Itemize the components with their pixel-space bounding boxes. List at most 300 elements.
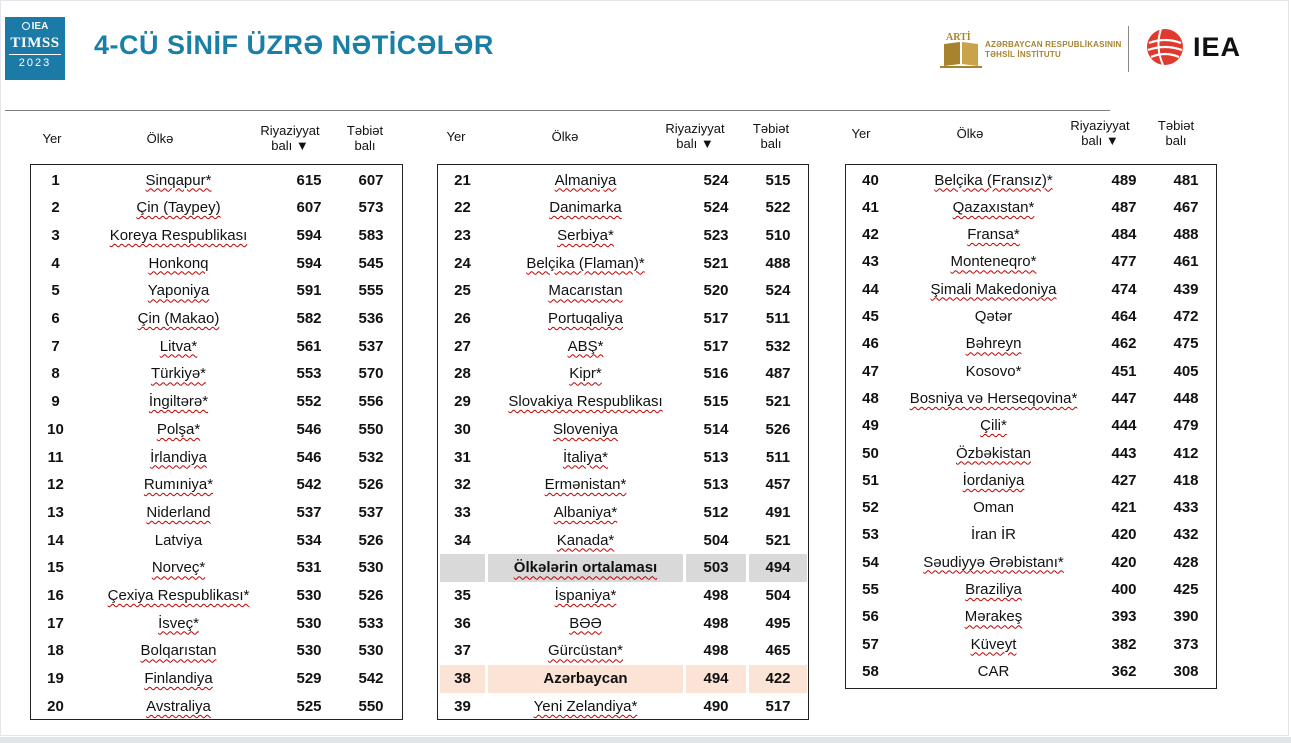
arti-book-icon [938,30,990,70]
country-cell: Küveyt [970,635,1017,653]
table-row [31,499,402,527]
country-cell: BƏƏ [569,614,602,632]
rank-cell: 45 [862,308,879,325]
rank-cell: 12 [47,476,64,494]
country-cell: Gürcüstan* [547,642,624,660]
table-row [31,665,402,693]
math-score-cell: 444 [1111,417,1137,435]
science-score-cell: 530 [358,559,384,577]
rank-cell: 25 [454,282,471,300]
science-score-cell: 511 [765,448,791,466]
country-cell: Koreya Respublikası [109,226,248,244]
science-score-cell: 530 [358,642,384,660]
ranking-table-1 [30,164,403,720]
bottom-strip [0,737,1291,743]
science-score-cell: 494 [749,554,807,582]
country-cell: Ölkələrin ortalaması [488,554,683,582]
math-score-cell: 447 [1111,389,1137,407]
table-row [438,360,808,388]
science-score-cell: 461 [1173,253,1199,271]
math-score-cell: 561 [296,337,322,355]
table-row [31,222,402,250]
country-cell: Çexiya Respublikası* [107,587,250,604]
math-score-cell: 529 [296,670,322,688]
rank-cell: 13 [47,503,64,521]
science-score-cell: 495 [765,614,791,632]
country-cell: Serbiya* [557,226,614,244]
table-row [846,467,1216,494]
rank-cell: 11 [47,448,64,466]
math-score-cell: 525 [296,697,322,715]
country-cell: Braziliya [965,581,1022,598]
rank-cell: 16 [47,587,64,604]
science-score-cell: 522 [765,199,791,217]
math-score-cell: 530 [296,642,322,660]
table-row [438,250,808,278]
timss-logo [5,17,65,80]
science-score-cell: 556 [358,393,384,411]
math-score-cell: 520 [703,282,729,300]
col-header-country: Ölkə [551,129,579,144]
iea-logo-text: IEA [1193,32,1242,62]
table-row [846,494,1216,521]
rank-cell: 22 [454,199,471,217]
country-cell: Kanada* [556,531,615,549]
country-cell: İordaniya [962,471,1025,489]
country-cell: Niderland [146,503,211,521]
math-score-cell: 514 [703,420,729,438]
country-cell: Honkonq [148,254,209,272]
rank-cell [440,554,485,582]
rank-cell: 48 [862,389,879,407]
math-score-cell: 546 [296,420,322,438]
math-score-cell: 515 [703,393,729,411]
science-score-cell: 488 [765,254,791,272]
rank-cell: 42 [862,226,879,244]
table-row [846,631,1216,658]
country-cell: Kipr* [569,365,602,383]
table-row [846,248,1216,275]
rank-cell: 5 [51,282,60,300]
rank-cell: 36 [454,614,471,632]
science-score-cell: 532 [358,448,384,466]
math-score-cell: 537 [296,503,322,521]
country-cell: Finlandiya [144,670,213,688]
science-score-cell: 555 [358,282,384,300]
math-score-cell: 490 [703,697,729,715]
math-score-cell: 523 [703,226,729,244]
science-score-cell: 550 [358,697,384,715]
highlighted-row [438,665,808,693]
science-score-cell: 475 [1173,335,1199,353]
math-score-cell: 552 [296,393,322,411]
table-row [31,277,402,305]
table-row [438,194,808,222]
math-score-cell: 362 [1111,662,1137,680]
rank-cell: 49 [862,417,879,435]
rank-cell: 14 [47,531,64,549]
math-score-cell: 420 [1111,526,1137,544]
table-row [31,444,402,472]
math-score-cell: 594 [296,254,322,272]
math-score-cell: 531 [296,559,322,577]
science-score-cell: 448 [1173,389,1199,407]
science-score-cell: 488 [1173,226,1199,244]
table-row [438,610,808,638]
math-score-cell: 484 [1111,226,1137,244]
table-row [846,194,1216,221]
math-score-cell: 582 [296,310,322,327]
science-score-cell: 524 [765,282,791,300]
table-row [846,603,1216,630]
country-cell: Albaniya* [553,503,618,521]
math-score-cell: 464 [1111,308,1137,325]
country-cell: Belçika (Flaman)* [526,254,645,272]
table-row [846,521,1216,548]
math-score-cell: 451 [1111,362,1137,380]
table-row [438,167,808,195]
science-score-cell: 537 [358,503,384,521]
science-score-cell: 517 [765,697,791,715]
rank-cell: 17 [47,614,64,632]
science-score-cell: 526 [358,531,384,549]
science-score-cell: 487 [765,365,791,383]
table-row [846,385,1216,412]
country-cell: Özbəkistan [955,444,1032,462]
science-score-cell: 390 [1173,608,1199,626]
science-score-cell: 428 [1173,553,1199,571]
country-cell: Rumıniya* [143,476,214,494]
math-score-cell: 443 [1111,444,1137,462]
science-score-cell: 467 [1173,198,1199,216]
math-score-cell: 524 [703,171,729,189]
col-header-country: Ölkə [146,131,174,146]
country-cell: Litva* [159,337,198,355]
rank-cell: 18 [47,642,64,660]
country-cell: Türkiyə* [150,365,206,383]
col-header-rank: Yer [851,126,871,141]
math-score-cell: 477 [1111,253,1137,271]
rank-cell: 53 [862,526,879,544]
science-score-cell: 542 [358,670,384,688]
country-cell: Qazaxıstan* [952,198,1035,216]
math-score-cell: 530 [296,614,322,632]
math-score-cell: 498 [703,642,729,660]
logo-divider [1128,26,1129,72]
math-score-cell: 607 [296,199,322,217]
table-row [846,276,1216,303]
math-score-cell: 498 [703,614,729,632]
table-row [31,471,402,499]
math-score-cell: 489 [1111,171,1137,189]
math-score-cell: 546 [296,448,322,466]
table-row [438,582,808,610]
science-score-cell: 432 [1173,526,1199,544]
table-row [31,582,402,610]
country-cell: Sloveniya [552,420,619,438]
rank-cell: 44 [862,280,879,298]
col-header-math: Riyaziyyat balı ▼ [1070,118,1130,148]
rank-cell: 21 [454,171,471,189]
iea-globe-icon [1145,27,1185,67]
science-score-cell: 308 [1173,662,1199,680]
rank-cell: 28 [454,365,471,383]
science-score-cell: 533 [358,614,384,632]
table-row [438,693,808,721]
science-score-cell: 526 [765,420,791,438]
rank-cell: 50 [862,444,879,462]
rank-cell: 1 [51,171,60,189]
table-row [846,440,1216,467]
science-score-cell: 515 [765,171,791,189]
rank-cell: 37 [454,642,471,660]
rank-cell: 10 [47,420,64,438]
rank-cell: 29 [454,393,471,411]
science-score-cell: 439 [1173,280,1199,298]
math-score-cell: 512 [703,503,729,521]
math-score-cell: 503 [686,554,746,582]
rank-cell: 56 [862,608,879,626]
rank-cell: 35 [454,587,471,604]
country-cell: Fransa* [967,226,1020,244]
table-row [438,637,808,665]
country-cell: Polşa* [156,420,201,438]
science-score-cell: 511 [765,310,791,327]
science-score-cell: 425 [1173,581,1199,598]
timss-logo-org: IEA [5,21,65,32]
ranking-table-3 [845,164,1217,689]
math-score-cell: 382 [1111,635,1137,653]
math-score-cell: 427 [1111,471,1137,489]
math-score-cell: 494 [686,665,746,693]
col-header-math: Riyaziyyat balı ▼ [665,121,725,151]
science-score-cell: 472 [1173,308,1199,325]
col-header-rank: Yer [446,129,466,144]
science-score-cell: 583 [358,226,384,244]
science-score-cell: 412 [1173,444,1199,462]
math-score-cell: 421 [1111,499,1137,517]
science-score-cell: 545 [358,254,384,272]
science-score-cell: 418 [1173,471,1199,489]
col-header-math: Riyaziyyat balı ▼ [260,123,320,153]
table-row [31,610,402,638]
table-row [846,221,1216,248]
science-score-cell: 536 [358,310,384,327]
science-score-cell: 405 [1173,362,1199,380]
country-cell: Çili* [980,417,1007,435]
rank-cell: 47 [862,362,879,380]
country-cell: Bolqarıstan [140,642,217,660]
science-score-cell: 373 [1173,635,1199,653]
math-score-cell: 521 [703,254,729,272]
table-row [31,167,402,195]
table-row [31,194,402,222]
rank-cell: 30 [454,420,471,438]
math-score-cell: 498 [703,587,729,604]
table-row [438,333,808,361]
country-cell: Sinqapur* [145,171,212,189]
science-score-cell: 457 [765,476,791,494]
rank-cell: 23 [454,226,471,244]
col-header-science: Təbiət balı [1157,118,1195,148]
math-score-cell: 530 [296,587,322,604]
average-row [438,554,808,582]
math-score-cell: 516 [703,365,729,383]
ranking-table-2 [437,164,809,720]
math-score-cell: 591 [296,282,322,300]
science-score-cell: 510 [765,226,791,244]
rank-cell: 15 [47,559,64,577]
rank-cell: 27 [454,337,471,355]
table-row [846,303,1216,330]
math-score-cell: 393 [1111,608,1137,626]
rank-cell: 34 [454,531,471,549]
math-score-cell: 542 [296,476,322,494]
science-score-cell: 526 [358,587,384,604]
country-cell: Çin (Makao) [137,310,220,327]
country-cell: Yaponiya [147,282,210,300]
country-cell: Slovakiya Respublikası [508,393,663,411]
math-score-cell: 534 [296,531,322,549]
country-cell: Bosniya və Herseqovina* [909,389,1078,407]
table-row [31,250,402,278]
rank-cell: 46 [862,335,879,353]
math-score-cell: 615 [296,171,322,189]
country-cell: Şimali Makedoniya [930,280,1057,298]
country-cell: CAR [977,662,1010,680]
header-divider [5,110,1110,111]
rank-cell: 43 [862,253,879,271]
rank-cell: 4 [51,254,60,272]
science-score-cell: 537 [358,337,384,355]
science-score-cell: 479 [1173,417,1199,435]
country-cell: Portuqaliya [547,310,624,327]
country-cell: Oman [973,499,1014,517]
country-cell: Mərakeş [964,608,1023,626]
table-row [846,576,1216,603]
country-cell: ABŞ* [567,337,604,355]
math-score-cell: 474 [1111,280,1137,298]
table-row [438,444,808,472]
table-row [31,637,402,665]
table-row [846,167,1216,194]
col-header-country: Ölkə [956,126,984,141]
rank-cell: 3 [51,226,60,244]
science-score-cell: 521 [765,393,791,411]
table-row [438,222,808,250]
rank-cell: 58 [862,662,879,680]
math-score-cell: 524 [703,199,729,217]
country-cell: İran İR [970,526,1016,544]
table-row [31,333,402,361]
math-score-cell: 517 [703,310,729,327]
col-header-rank: Yer [42,131,62,146]
math-score-cell: 504 [703,531,729,549]
country-cell: Avstraliya [146,697,211,715]
country-cell: Kosovo* [965,362,1022,380]
rank-cell: 32 [454,476,471,494]
science-score-cell: 532 [765,337,791,355]
science-score-cell: 422 [749,665,807,693]
rank-cell: 39 [454,697,471,715]
rank-cell: 8 [51,365,60,383]
math-score-cell: 400 [1111,581,1137,598]
country-cell: Belçika (Fransız)* [934,171,1053,189]
rank-cell: 54 [862,553,879,571]
science-score-cell: 521 [765,531,791,549]
math-score-cell: 513 [703,476,729,494]
table-row [846,549,1216,576]
rank-cell: 2 [51,199,60,217]
country-cell: Latviya [154,531,203,549]
rank-cell: 24 [454,254,471,272]
table-row [31,554,402,582]
country-cell: İrlandiya [150,448,207,466]
table-row [438,416,808,444]
math-score-cell: 517 [703,337,729,355]
arti-logo-text: AZƏRBAYCAN RESPUBLİKASININ TƏHSİL İNSTİTUTU [985,40,1122,59]
math-score-cell: 553 [296,365,322,383]
table-row [31,388,402,416]
country-cell: İngiltərə* [148,393,209,411]
math-score-cell: 513 [703,448,729,466]
table-row [31,305,402,333]
country-cell: Qətər [974,308,1013,325]
rank-cell: 55 [862,581,879,598]
table-row [31,416,402,444]
country-cell: Yeni Zelandiya* [533,697,638,715]
rank-cell: 52 [862,499,879,517]
table-row [31,360,402,388]
col-header-science: Təbiət balı [752,121,790,151]
table-row [438,471,808,499]
country-cell: Macarıstan [548,282,623,300]
table-row [846,658,1216,685]
science-score-cell: 550 [358,420,384,438]
rank-cell: 19 [47,670,64,688]
table-row [846,412,1216,439]
science-score-cell: 433 [1173,499,1199,517]
rank-cell: 7 [51,337,60,355]
rank-cell: 6 [51,310,60,327]
math-score-cell: 594 [296,226,322,244]
country-cell: İsveç* [158,614,199,632]
rank-cell: 33 [454,503,471,521]
country-cell: Bəhreyn [965,335,1022,353]
math-score-cell: 420 [1111,553,1137,571]
table-row [438,499,808,527]
rank-cell: 9 [51,393,60,411]
country-cell: Norveç* [151,559,206,577]
science-score-cell: 481 [1173,171,1199,189]
math-score-cell: 462 [1111,335,1137,353]
country-cell: Səudiyyə Ərəbistanı* [923,553,1064,571]
table-row [438,388,808,416]
science-score-cell: 491 [765,503,791,521]
rank-cell: 40 [862,171,879,189]
timss-logo-year: 2023 [18,57,52,69]
table-row [438,277,808,305]
country-cell: Azərbaycan [488,665,683,693]
rank-cell: 26 [454,310,471,327]
science-score-cell: 570 [358,365,384,383]
page-title: 4-CÜ SİNİF ÜZRƏ NƏTİCƏLƏR [94,30,494,60]
country-cell: Çin (Taypey) [136,199,221,217]
arti-logo-abbr: ARTİ [946,32,971,43]
rank-cell: 57 [862,635,879,653]
table-row [846,330,1216,357]
table-row [846,358,1216,385]
